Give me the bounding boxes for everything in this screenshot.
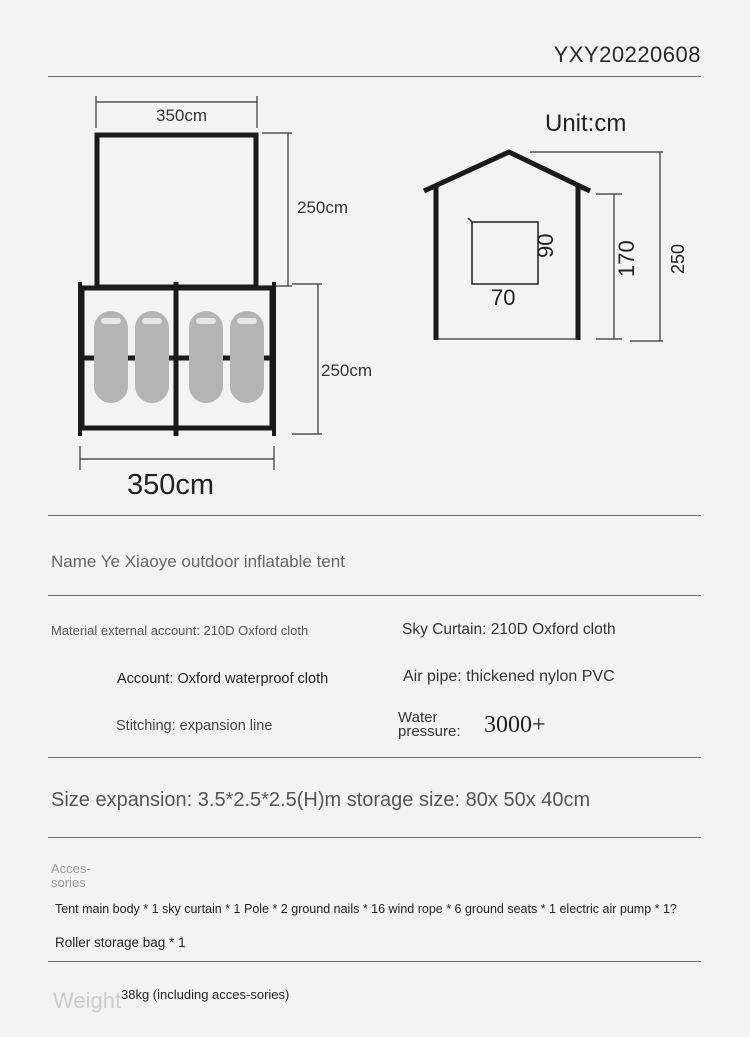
wall-height-label: 170 bbox=[614, 240, 639, 277]
water-pressure-value: 3000+ bbox=[484, 712, 546, 738]
stitching: Stitching: expansion line bbox=[116, 718, 273, 734]
weight-value: 38kg (including acces-sories) bbox=[121, 987, 290, 1002]
lower-height-label: 250cm bbox=[321, 361, 373, 380]
specs-divider bbox=[48, 757, 701, 758]
sky-curtain: Sky Curtain: 210D Oxford cloth bbox=[402, 621, 616, 638]
size-info: Size expansion: 3.5*2.5*2.5(H)m storage size: 80x 50x 40cm bbox=[51, 789, 591, 811]
top-width-label: 350cm bbox=[156, 106, 208, 125]
unit-label: Unit:cm bbox=[545, 110, 627, 137]
accessories-divider bbox=[48, 961, 701, 962]
name-divider bbox=[48, 595, 701, 596]
account-material: Account: Oxford waterproof cloth bbox=[117, 671, 329, 687]
window-width-label: 70 bbox=[491, 285, 516, 310]
weight-label: Weight bbox=[53, 988, 122, 1013]
front-view-diagram bbox=[80, 96, 322, 470]
window-height-label: 90 bbox=[533, 233, 558, 258]
air-pipe: Air pipe: thickened nylon PVC bbox=[403, 668, 615, 685]
total-height-label: 250 bbox=[668, 243, 688, 274]
accessories-list-continued: Roller storage bag * 1 bbox=[55, 935, 186, 950]
diagram-divider bbox=[48, 515, 701, 516]
material-external: Material external account: 210D Oxford cloth bbox=[51, 623, 309, 638]
bottom-width-label: 350cm bbox=[127, 469, 215, 501]
product-code: YXY20220608 bbox=[553, 42, 701, 67]
water-pressure-label: Water pressure: bbox=[398, 709, 461, 740]
size-divider bbox=[48, 837, 701, 838]
upper-height-label: 250cm bbox=[297, 198, 349, 217]
product-name: Name Ye Xiaoye outdoor inflatable tent bbox=[51, 552, 345, 571]
accessories-label: Acces-sories bbox=[51, 861, 91, 890]
accessories-list: Tent main body * 1 sky curtain * 1 Pole * 2 ground nails * 16 wind rope * 6 ground seats * 1 electric air pump * 1? bbox=[55, 902, 677, 916]
